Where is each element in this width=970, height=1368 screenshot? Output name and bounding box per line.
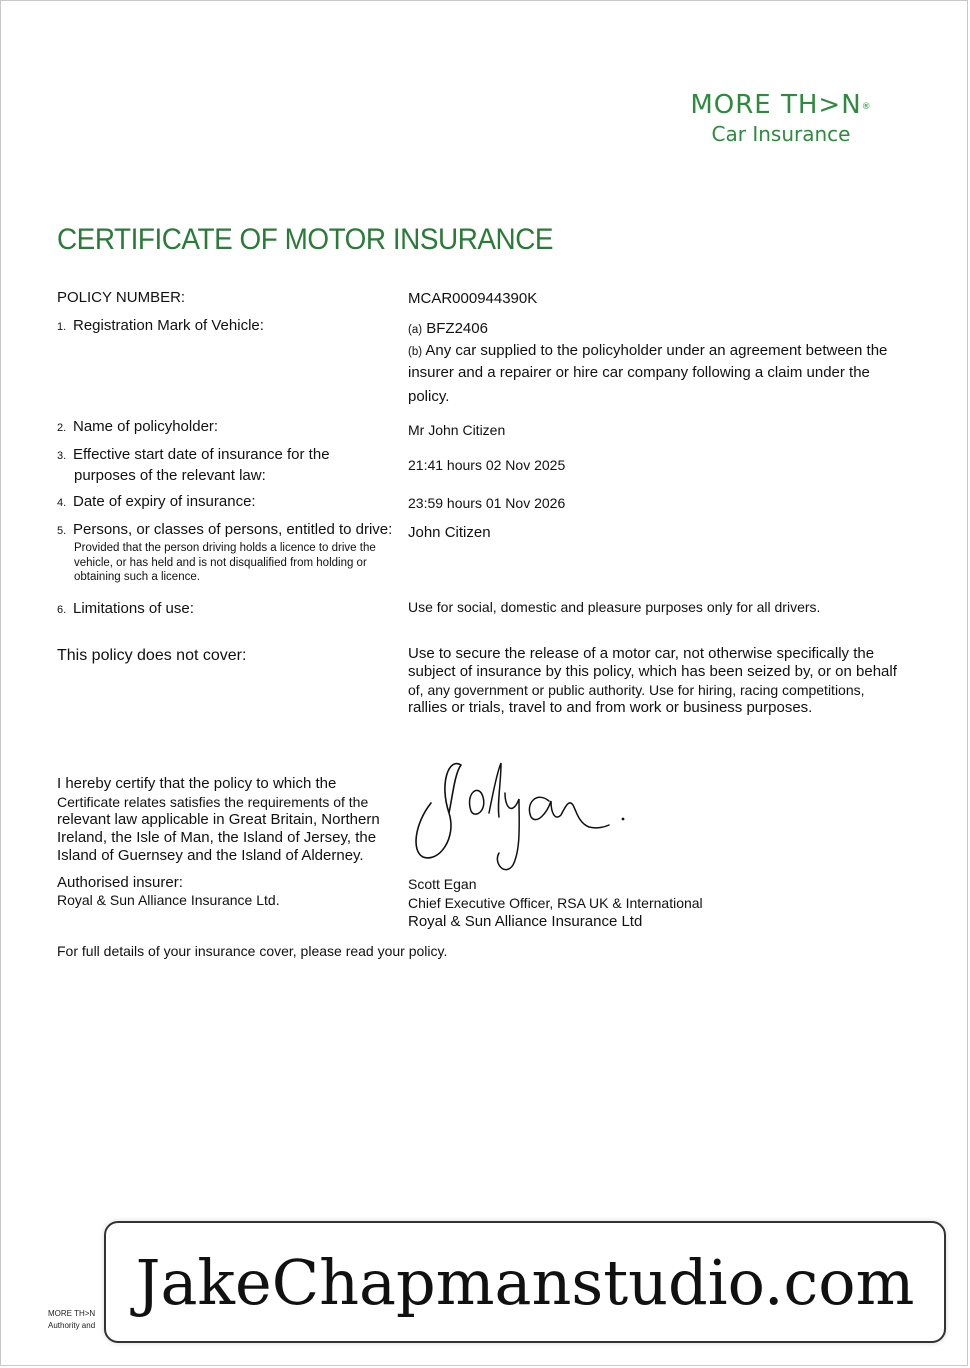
policy-number-label: POLICY NUMBER: bbox=[57, 289, 186, 306]
footer-line2: Authority and bbox=[48, 1321, 96, 1330]
registration-b bbox=[408, 340, 887, 408]
policyholder-value: Mr John Citizen bbox=[408, 422, 506, 438]
drivers-value: John Citizen bbox=[408, 524, 491, 541]
not-cover-line2: subject of insurance by this policy, which has been seized by, or on behalf bbox=[408, 663, 897, 680]
signatory-company: Royal & Sun Alliance Insurance Ltd bbox=[408, 913, 643, 930]
limitations-label: Limitations of use: bbox=[73, 600, 194, 617]
certify-line3: relevant law applicable in Great Britain, Northern bbox=[57, 811, 380, 828]
certify-line4: Ireland, the Isle of Man, the Island of Jersey, the bbox=[57, 829, 377, 846]
not-cover-line3: of, any government or public authority. Use for hiring, racing competitions, bbox=[408, 682, 865, 698]
insurer-value: Royal & Sun Alliance Insurance Ltd. bbox=[57, 892, 280, 908]
item-number: 2. bbox=[57, 422, 67, 434]
expiry-label-row bbox=[57, 492, 256, 513]
not-cover-text bbox=[408, 645, 897, 717]
drivers-label-row bbox=[57, 520, 392, 585]
reg-b-line3: policy. bbox=[408, 388, 450, 405]
item-number: 5. bbox=[57, 525, 67, 537]
certify-line1: I hereby certify that the policy to which the bbox=[57, 775, 337, 792]
logo-brand: MORE TH>N bbox=[690, 90, 862, 120]
policyholder-label-row bbox=[57, 417, 218, 438]
signature-image bbox=[409, 753, 639, 875]
signatory-role: Chief Executive Officer, RSA UK & International bbox=[408, 895, 703, 911]
reg-b-prefix: (b) bbox=[408, 346, 423, 358]
logo-registered-mark: ® bbox=[861, 102, 872, 112]
more-than-logo bbox=[661, 89, 901, 147]
watermark-banner bbox=[104, 1221, 946, 1343]
start-date-label-line1: Effective start date of insurance for the bbox=[73, 446, 330, 463]
start-date-value: 21:41 hours 02 Nov 2025 bbox=[408, 457, 566, 473]
page-title: CERTIFICATE OF MOTOR INSURANCE bbox=[57, 223, 554, 256]
expiry-value: 23:59 hours 01 Nov 2026 bbox=[408, 495, 566, 511]
policyholder-label: Name of policyholder: bbox=[73, 418, 219, 435]
policy-number-value: MCAR000944390K bbox=[408, 290, 538, 307]
item-number: 3. bbox=[57, 450, 67, 462]
certify-line5: Island of Guernsey and the Island of Alderney. bbox=[57, 847, 364, 864]
insurer-label: Authorised insurer: bbox=[57, 874, 183, 891]
reg-a-prefix: (a) bbox=[408, 324, 423, 336]
registration-label-row bbox=[57, 316, 264, 337]
drivers-note-line1: Provided that the person driving holds a licence to drive the bbox=[74, 542, 376, 554]
registration-a bbox=[408, 319, 488, 338]
not-cover-label: This policy does not cover: bbox=[57, 647, 247, 664]
reg-a-value: BFZ2406 bbox=[426, 320, 488, 337]
limitations-label-row bbox=[57, 599, 194, 620]
not-cover-line4: rallies or trials, travel to and from work or business purposes. bbox=[408, 699, 813, 716]
logo-subtitle: Car Insurance bbox=[711, 122, 851, 146]
certification-text bbox=[57, 775, 380, 865]
reg-b-line1: Any car supplied to the policyholder under an agreement between the bbox=[425, 342, 888, 359]
drivers-note-line2: vehicle, or has held and is not disqualified from holding or bbox=[74, 556, 367, 569]
reg-b-line2: insurer and a repairer or hire car company following a claim under the bbox=[408, 364, 870, 381]
full-details-note: For full details of your insurance cover, please read your policy. bbox=[57, 943, 448, 959]
drivers-label: Persons, or classes of persons, entitled to drive: bbox=[73, 521, 393, 538]
item-number: 4. bbox=[57, 497, 67, 509]
item-number: 6. bbox=[57, 604, 67, 616]
start-date-label-line2: purposes of the relevant law: bbox=[74, 467, 266, 484]
expiry-label: Date of expiry of insurance: bbox=[73, 493, 256, 510]
drivers-note-line3: obtaining such a licence. bbox=[74, 571, 200, 583]
registration-label: Registration Mark of Vehicle: bbox=[73, 317, 264, 334]
not-cover-line1: Use to secure the release of a motor car, not otherwise specifically the bbox=[408, 645, 875, 662]
footer-line1: MORE TH>N bbox=[48, 1309, 96, 1318]
item-number: 1. bbox=[57, 321, 67, 333]
start-date-label-row bbox=[57, 445, 330, 485]
certify-line2: Certificate relates satisfies the requirements of the bbox=[57, 794, 369, 810]
watermark-text: JakeChapmanstudio.com bbox=[135, 1245, 915, 1319]
limitations-value: Use for social, domestic and pleasure purposes only for all drivers. bbox=[408, 599, 821, 615]
signatory-name: Scott Egan bbox=[408, 876, 477, 892]
